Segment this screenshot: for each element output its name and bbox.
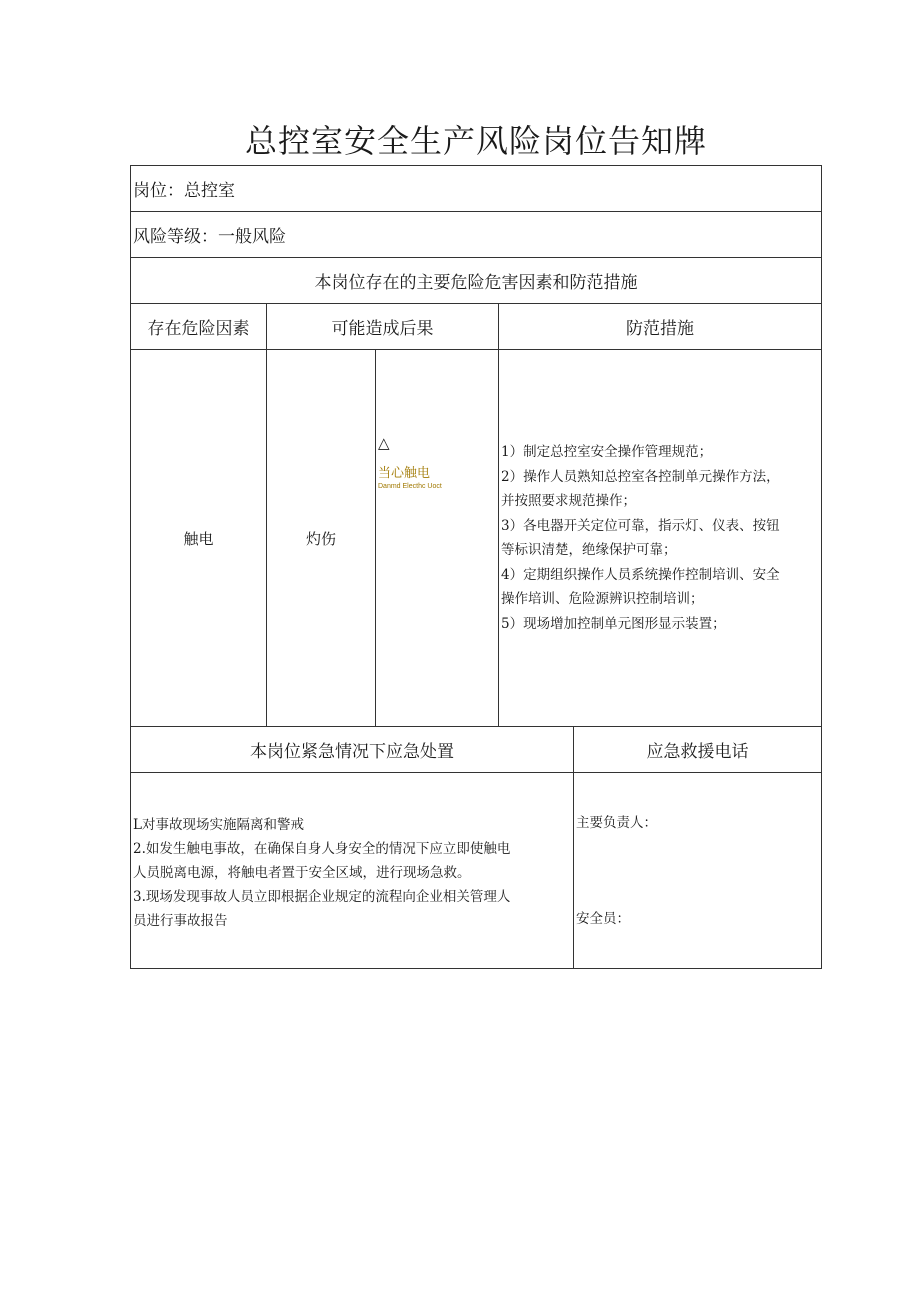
measure-line: 5）现场增加控制单元图形显示装置；	[501, 615, 726, 632]
emergency-step: 2.如发生触电事故，在确保自身人身安全的情况下应立即使触电	[133, 841, 511, 857]
warning-sign	[376, 350, 499, 727]
emergency-step: L对事故现场实施隔离和警戒	[133, 817, 304, 833]
measure-line: 4）定期组织操作人员系统操作控制培训、安全	[501, 566, 780, 583]
section1-heading: 本岗位存在的主要危险危害因素和防范措施	[131, 258, 822, 304]
emergency-step: 3.现场发现事故人员立即根据企业规定的流程向企业相关管理人	[133, 889, 511, 905]
consequence-cell: 灼伤	[267, 350, 376, 727]
emergency-step: 人员脱离电源，将触电者置于安全区域，进行现场急救。	[133, 865, 471, 881]
post-cell: 岗位：总控室	[131, 166, 822, 212]
contact-primary: 主要负责人：	[576, 815, 657, 831]
measure-line: 并按照要求规范操作；	[501, 493, 636, 509]
emergency-phone-heading: 应急救援电话	[574, 727, 822, 773]
col-header-consequence: 可能造成后果	[267, 304, 499, 350]
emergency-heading: 本岗位紧急情况下应急处置	[131, 727, 574, 773]
hazard-cell: 触电	[131, 350, 267, 727]
emergency-step: 员进行事故报告	[133, 913, 228, 929]
risk-notice-table	[130, 165, 822, 969]
page-title: 总控室安全生产风险岗位告知牌	[244, 122, 707, 160]
contact-safety: 安全员：	[576, 911, 630, 927]
emergency-steps	[131, 773, 574, 969]
measures-cell	[499, 350, 822, 727]
measure-line: 等标识清楚，绝缘保护可靠；	[501, 542, 677, 558]
measure-line: 1）制定总控室安全操作管理规范；	[501, 444, 713, 460]
warning-sign-text: 当心触电	[378, 465, 431, 480]
risk-level-cell: 风险等级：一般风险	[131, 212, 822, 258]
emergency-contacts	[574, 773, 822, 969]
col-header-measures: 防范措施	[499, 304, 822, 350]
measure-line: 3）各电器开关定位可靠，指示灯、仪表、按钮	[501, 517, 780, 534]
warning-sign-subtext: Danmd Electhc Uoct	[378, 483, 442, 490]
measure-line: 操作培训、危险源辨识控制培训；	[501, 591, 704, 607]
measure-line: 2）操作人员熟知总控室各控制单元操作方法，	[501, 468, 780, 485]
col-header-hazard: 存在危险因素	[131, 304, 267, 350]
warning-triangle-icon: △	[378, 434, 390, 452]
